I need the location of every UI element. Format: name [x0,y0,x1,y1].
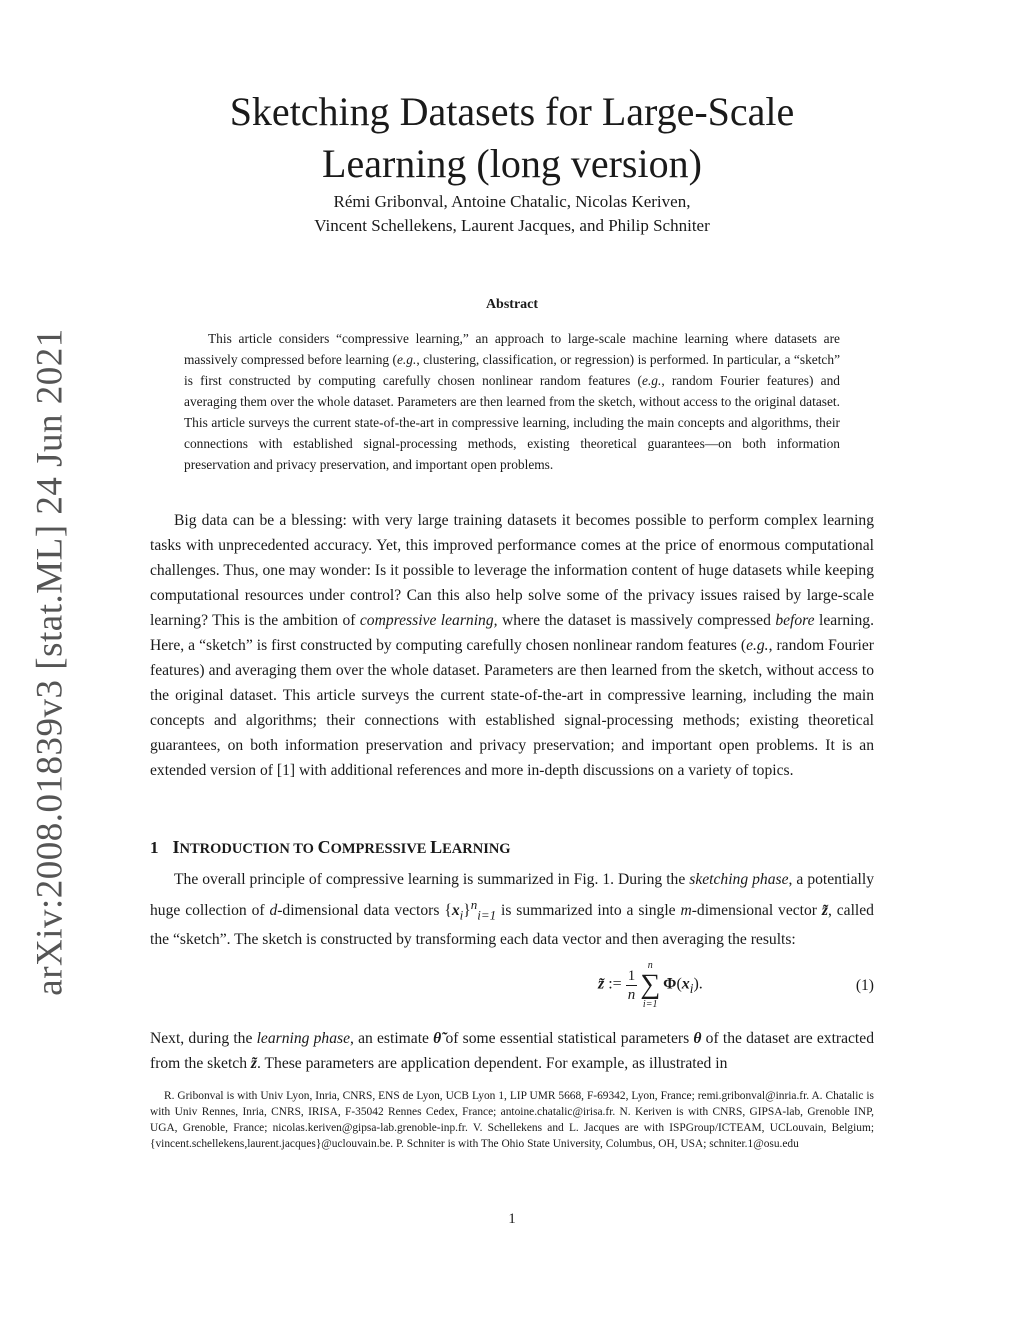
math-symbol: θ̃ [433,1030,442,1047]
equation-formula [598,960,703,1010]
section-text: is summarized into a single [496,902,681,920]
learning-text: of the dataset are extracted from the sketch [150,1030,874,1072]
math-symbol: ( [676,975,682,993]
arxiv-identifier: arXiv:2008.01839v3 [stat.ML] 24 Jun 2021 [29,328,71,996]
math-symbol: m [680,902,692,920]
math-symbol: := [604,975,626,993]
section-title-part: NTRODUCTION TO [179,841,318,857]
sum-lower-limit: i=1 [642,999,658,1010]
section-title-part: C [317,837,331,857]
title-line-1: Sketching Datasets for Large-Scale [229,89,795,134]
math-symbol: z̃ [821,902,828,920]
section-title-part: EARNING [442,841,511,857]
math-symbol: n [470,897,478,912]
authors-line-2: Vincent Schellekens, Laurent Jacques, and Philip Schniter [314,216,710,235]
section-text: , called the “sketch”. The sketch is constructed by transforming each data vector and then averaging the results: [150,902,874,949]
math-symbol: ). [693,975,703,993]
math-symbol: z̃ [598,975,605,993]
abstract-text: , clustering, classification, or regression) is performed. In particular, a “sketch” is first constructed by computing carefully chosen nonlinear random features ( [184,352,841,388]
learning-paragraph [150,1026,874,1076]
equation-1 [150,960,874,1020]
abstract-eg: e.g. [642,373,662,388]
math-symbol: z̃ [250,1055,257,1072]
math-symbol: Φ [663,975,677,993]
section-number: 1 [150,838,159,857]
paper-title [0,86,1024,190]
section-emphasis: sketching phase [689,871,789,888]
sum-upper-limit: n [647,960,653,971]
abstract-text: This article considers “compressive learning,” an approach to large-scale machine learning where datasets are massively compressed before learning ( [184,331,840,367]
section-title-part: L [430,837,443,857]
intro-text: Big data can be a blessing: with very large training datasets it becomes possible to perform complex learning tasks with unprecedented accuracy. Yet, this improved performance comes at the price of enormous computational challenges. Thus, one may wonder: Is it possible to leverage the information content of huge datasets while keeping computational resources under control? Can this also help solve some of the privacy issues raised by large-scale learning? This is the ambition of [150,512,874,629]
intro-text: where the dataset is massively compressed [497,612,776,629]
fraction-numerator: 1 [627,967,636,984]
fraction-denominator: n [627,986,636,1003]
math-symbol: x [451,902,460,920]
section-title-part: OMPRESSIVE [330,841,431,857]
math-symbol: } [463,902,471,920]
section-text: -dimensional data vectors [277,902,445,920]
math-symbol: i [689,980,694,996]
abstract-paragraph [184,328,840,475]
affiliation-footnote [150,1088,874,1152]
intro-eg: e.g. [746,637,769,654]
intro-emphasis: compressive learning, [359,612,498,629]
abstract-heading: Abstract [485,297,539,312]
intro-text: , random Fourier features) and averaging them over the whole dataset. Parameters are then learned from the sketch, without access to the original dataset. This article surveys the current state-of-the-art in compressive learning, including the main concepts and algorithms; their connections with established signal-processing methods; existing theoretical guarantees, on both information preservation and privacy preservation; and important open problems. It is an extended version of [1] with additional references and more in-depth discussions on a variety of topics. [150,637,874,779]
footnote-text: R. Gribonval is with Univ Lyon, Inria, CNRS, ENS de Lyon, UCB Lyon 1, LIP UMR 5668, F-69342, Lyon, France; remi.gribonval@inria.fr. A. Chatalic is with Univ Rennes, Inria, CNRS, IRISA, F-35042 Rennes Cedex, France; antoine.chatalic@irisa.fr. N. Keriven is with CNRS, GIPSA-lab, Grenoble INP, UGA, Grenoble, France; nicolas.keriven@gipsa-lab.grenoble-inp.fr. V. Schellekens and L. Jacques are with ISPGroup/ICTEAM, UCLouvain, Belgium; {vincent.schellekens,laurent.jacques}@uclouvain.be. P. Schniter is with The Ohio State University, Columbus, OH, USA; schniter.1@osu.edu [150,1090,874,1150]
equation-number: (1) [855,977,874,994]
intro-emphasis: before [775,612,815,629]
sum-symbol: ∑ [640,969,661,1000]
learning-text: Next, during the [150,1030,257,1047]
section-text: , a potentially huge collection of [150,871,875,920]
abstract-body [184,328,840,475]
math-symbol: i [459,907,464,923]
title-line-2: Learning (long version) [322,141,702,186]
learning-emphasis: learning phase [256,1030,350,1047]
section-text: -dimensional vector [691,902,822,920]
section-text: The overall principle of compressive learning is summarized in Fig. 1. During the [174,871,690,888]
math-symbol: x [681,975,690,993]
abstract-text: , random Fourier features) and averaging them over the whole dataset. Parameters are then learned from the sketch, without access to the original dataset. This article surveys the current state-of-the-art in compressive learning, including the main concepts and algorithms, their connections with established signal-processing methods, existing theoretical guarantees—on both information preservation and privacy preservation, and important open problems. [184,373,840,472]
section-heading [150,837,511,858]
page-number: 1 [508,1211,516,1227]
math-symbol: d [269,902,278,920]
learning-text: , an estimate [350,1030,434,1047]
math-symbol: { [444,902,452,920]
section-paragraph [150,867,874,952]
summation [640,960,660,1010]
abstract-eg: e.g. [396,352,417,367]
learning-text: of some essential statistical parameters [441,1030,694,1047]
section-title-part: I [172,837,180,857]
authors-line-1: Rémi Gribonval, Antoine Chatalic, Nicolas Keriven, [333,192,691,211]
math-symbol: θ [693,1030,702,1047]
math-symbol: i=1 [477,907,497,923]
fraction [626,967,638,1004]
learning-text: . These parameters are application dependent. For example, as illustrated in [256,1055,728,1072]
intro-text: learning. Here, a “sketch” is first constructed by computing carefully chosen nonlinear random features ( [150,612,875,654]
author-list [0,190,1024,238]
intro-paragraph [150,508,874,783]
